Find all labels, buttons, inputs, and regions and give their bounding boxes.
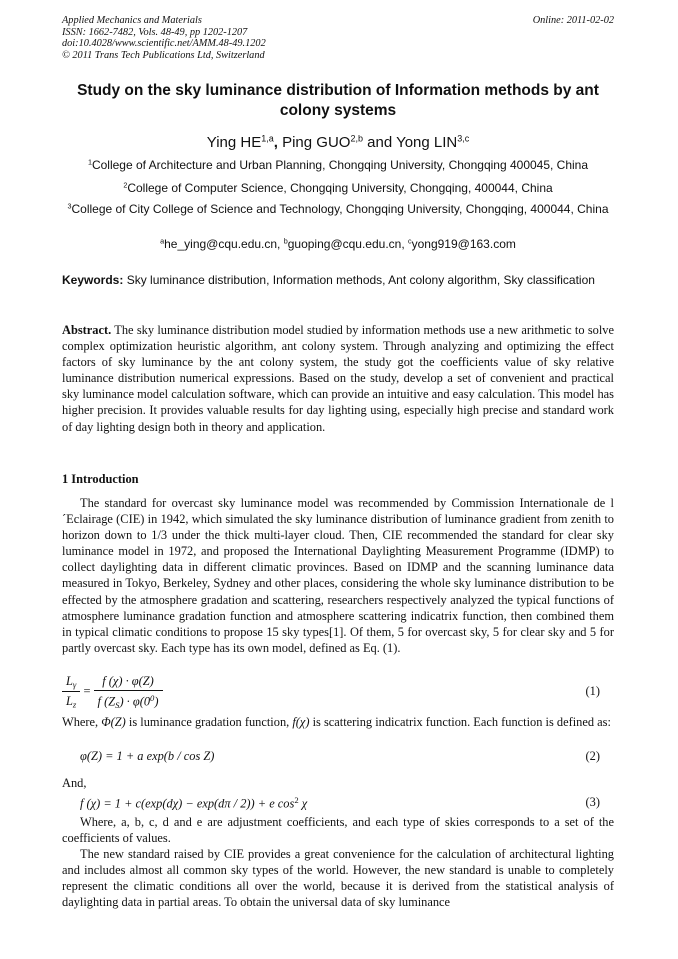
equation-2: φ(Z) = 1 + a exp(b / cos Z) (2) — [80, 749, 600, 763]
eq1-number: (1) — [585, 684, 600, 698]
author-2: Ping GUO$^{2,b}$ and — [282, 133, 397, 151]
intro-paragraph-3: The new standard raised by CIE provides a great convenience for the calculation of architectural lighting and includes almost all common sky types of the world. However, the new standard is unable to completely represent the climatic conditions all over the world, because it is derived from the statistical analysis of daylighting data in partial areas. To obtain the universal data of sky luminance — [62, 847, 614, 910]
section-heading: 1 Introduction — [62, 472, 139, 486]
journal-name: Applied Mechanics and Materials — [62, 15, 202, 26]
intro-paragraph-2: Where, a, b, c, d and e are adjustment coefficients, and each type of skies corresponds to a set of the coefficients of values. — [62, 815, 614, 846]
affiliation-2: $^2$College of Computer Science, Chongqing University, Chongqing, 400044, China — [123, 180, 553, 195]
abstract: Abstract. The sky luminance distribution model studied by information methods use a new arithmetic to solve complex optimization heuristic algorithm, ant colony system. Through analyzing and optimizing the effect factors of sky luminance by the ant colony system, the study got the coefficients value of sky relative luminance distribution numerical expressions. Based on the study, develop a set of convenient and practical sky luminance model calculation software, which can provide an intuitive and easy calculation. This model has higher precision. It provides valuable results for day lighting using, especially high precise and standard work of day lighting design both in theory and application. — [62, 323, 614, 434]
author-1: Ying HE$^{1,a}$, — [206, 133, 283, 151]
author-3: Yong LIN$^{3,c}$ — [396, 133, 470, 151]
paper-title: Study on the sky luminance distribution of Information methods by ant colony systems — [77, 82, 599, 119]
keywords: Keywords: Sky luminance distribution, Information methods, Ant colony algorithm, Sky classification — [62, 273, 595, 287]
online-date: Online: 2011-02-02 — [532, 15, 614, 26]
where-paragraph-1: Where, Φ(Z) is luminance gradation function, f(χ) is scattering indicatrix function. Each function is defined as: — [62, 715, 611, 729]
copyright-line: © 2011 Trans Tech Publications Ltd, Switzerland — [62, 49, 265, 61]
intro-paragraph-1: The standard for overcast sky luminance model was recommended by Commission Internationale de l´Eclairage (CIE) in 1942, which simulated the sky luminance distribution of luminance gradient from zenith to horizon down to 1/3 under the thick multi-layer cloud. Then, CIE recommended the standard for clear sky luminance model in 1972, and proposed the International Daylighting Measurement Programme (IDMP) to collect daylighting data in different climatic provinces. Based on IDMP and the scanning luminance data measured in Tokyo, Berkeley, Sydney and other places, considering the whole sky luminance distribution to be effected by the atmosphere gradation and scattering, researchers respectively analyzed the typical functions of atmosphere luminance gradation function and atmosphere scattering indicatrix function, then combined them in typical climatic conditions to propose 15 sky types[1]. Of them, 5 for overcast sky, 5 for clear sky and 5 for partly overcast sky. Each type has its own model, defined as Eq. (1). — [62, 496, 614, 655]
eq1-left-fraction: $\frac{L_\gamma}{L_z}$ — [62, 674, 80, 709]
doi-line: doi:10.4028/www.scientific.net/AMM.48-49.1202 — [62, 38, 266, 49]
equation-1: $\frac{L_\gamma}{L_z}$ = $\frac{f (\chi) \cdot \varphi(Z)}{f (Z_S) \cdot \varphi(0^0)}$ (1) — [62, 674, 614, 710]
affiliation-3: $^3$College of City College of Science and Technology, Chongqing University, Chongqing, 400044, China — [67, 201, 609, 216]
eq1-right-fraction: $\frac{f (\chi) \cdot \varphi(Z)}{f (Z_S) \cdot \varphi(0^0)}$ — [94, 674, 163, 710]
issn-line: ISSN: 1662-7482, Vols. 48-49, pp 1202-1207 — [62, 26, 248, 38]
equation-3: f (χ) = 1 + c(exp(dχ) − exp(dπ / 2)) + e $\cos^2 \chi$ (3) — [80, 795, 600, 811]
email-line: $^a$he_ying@cqu.edu.cn, $^b$guoping@cqu.edu.cn, $^c$yong919@163.com — [160, 236, 516, 251]
author-line — [60, 133, 616, 153]
affiliation-1: $^1$College of Architecture and Urban Planning, Chongqing University, Chongqing 400045, China — [87, 157, 589, 172]
journal-header — [62, 15, 614, 61]
and-label: And, — [62, 776, 87, 790]
abstract-label: Abstract. — [62, 323, 112, 337]
